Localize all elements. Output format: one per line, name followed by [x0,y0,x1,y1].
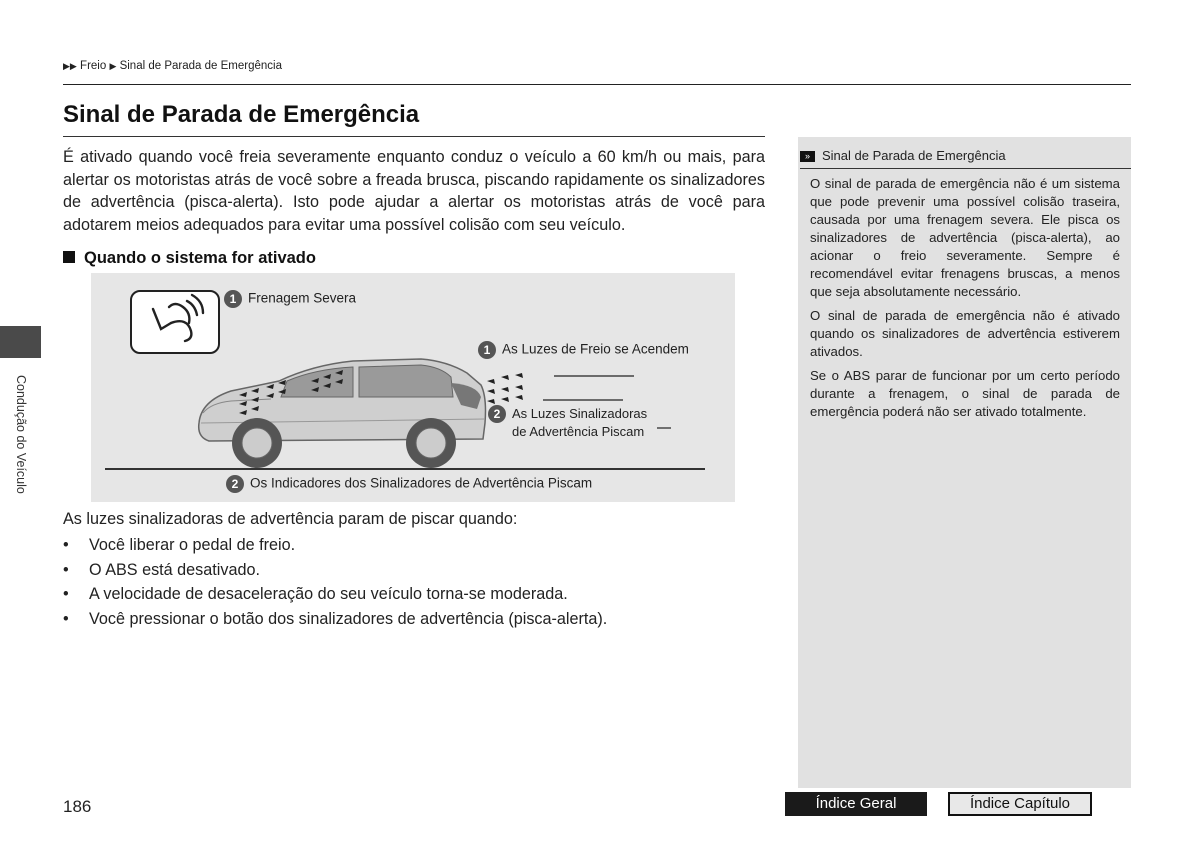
after-text: As luzes sinalizadoras de advertência param de piscar quando: [63,510,518,528]
page-title: Sinal de Parada de Emergência [63,101,420,128]
note-paragraph: O sinal de parada de emergência não é ativado quando os sinalizadores de advertência estiverem ativados. [810,308,1120,359]
double-chevron-icon: » [800,151,815,162]
note-body [810,175,1120,427]
list-item: • O ABS está desativado. [63,560,260,579]
square-bullet-icon [63,251,75,263]
condition-list [63,536,607,634]
index-general-button[interactable]: Índice Geral [785,792,927,816]
callout-brake-lights: 1 As Luzes de Freio se Acendem [478,341,689,359]
page-number: 186 [63,797,92,816]
chapter-tab-marker [0,326,41,358]
breadcrumb-arrow-icon: ▶▶ [63,61,77,71]
list-item: • Você liberar o pedal de freio. [63,536,296,554]
step-number-badge: 1 [224,290,242,308]
callout-hazard-lights: 2 As Luzes Sinalizadoras de Advertência Piscam [488,405,647,441]
note-heading: » Sinal de Parada de Emergência [800,148,1006,163]
note-paragraph: O sinal de parada de emergência não é um sistema que pode prevenir uma possível colisão traseira, causada por uma frenagem severa. Ele pisca os sinalizadores de advertência (pisca-alerta), ao acionar o freio severamente. Sempre é recomendável evitar frenagens bruscas, a menos que seja absolutamente necessário. [810,176,1120,299]
sidebar-note [798,137,1131,788]
breadcrumb-arrow-icon: ▶ [109,61,117,71]
chapter-label: Condução do Veículo [14,375,28,494]
note-rule [800,168,1131,169]
list-item: • Você pressionar o botão dos sinalizadores de advertência (pisca-alerta). [63,609,608,628]
car-illustration [91,273,735,502]
section-heading: Quando o sistema for ativado [63,249,316,268]
step-number-badge: 1 [478,341,496,359]
illustration [91,273,735,502]
header-rule [63,84,1131,85]
breadcrumb-item-current: Sinal de Parada de Emergência [119,60,282,72]
step-number-badge: 2 [226,475,244,493]
step-number-badge: 2 [488,405,506,423]
breadcrumb-item-freio[interactable]: Freio [80,60,107,72]
callout-severe-braking: 1 Frenagem Severa [224,290,356,308]
title-rule [63,136,765,137]
breadcrumb [63,60,282,72]
index-chapter-button[interactable]: Índice Capítulo [948,792,1092,816]
note-paragraph: Se o ABS parar de funcionar por um certo período durante a frenagem, o sinal de parada de emergência poderá não ser ativado totalmente. [810,368,1120,419]
callout-indicators: 2 Os Indicadores dos Sinalizadores de Advertência Piscam [226,475,592,493]
list-item: • A velocidade de desaceleração do seu veículo torna-se moderada. [63,585,568,603]
intro-paragraph: É ativado quando você freia severamente enquanto conduz o veículo a 60 km/h ou mais, para alertar os motoristas atrás de você sobre a freada brusca, piscando rapidamente os sinalizadores de advertência (pisca-alerta). Isto pode ajudar a alertar os motoristas atrás de você para adotarem meios adequados para evitar uma possível colisão com seu veículo. [63,148,765,234]
